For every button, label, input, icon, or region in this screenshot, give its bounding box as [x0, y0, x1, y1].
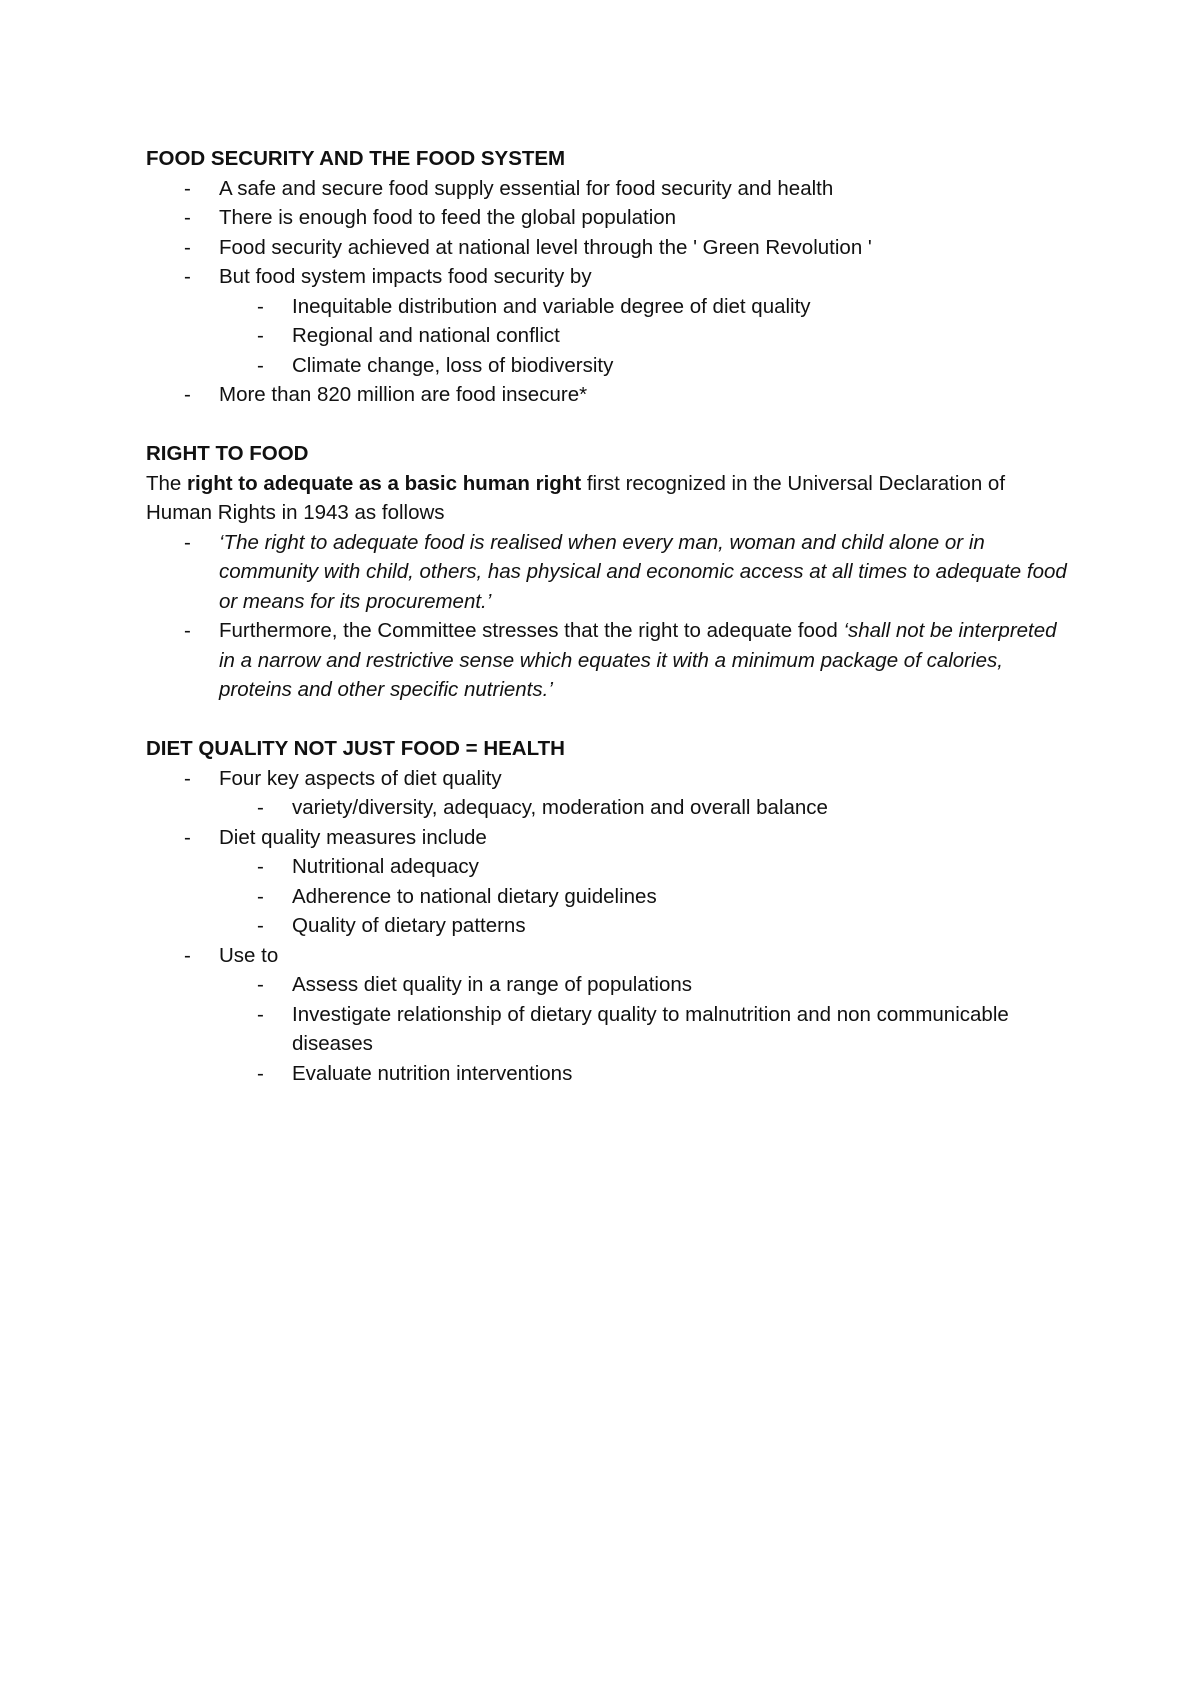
intro-paragraph: The right to adequate as a basic human right first recognized in the Universal Declaration of Human Rights in 1943 as follows — [146, 471, 1006, 524]
section-food-security — [146, 144, 1076, 410]
bullet-dash: - — [257, 855, 264, 878]
sub-list-item: - Inequitable distribution and variable degree of diet quality — [146, 292, 1076, 322]
bullet-dash: - — [257, 353, 264, 377]
sub-list-item: - Climate change, loss of biodiversity — [146, 351, 1076, 381]
bullet-dash: - — [184, 265, 191, 288]
sub-list-item: - Assess diet quality in a range of populations — [146, 970, 1076, 1000]
section-diet-quality — [146, 734, 1076, 1088]
bullet-dash: - — [257, 796, 264, 819]
sub-list-item: - Regional and national conflict — [146, 321, 1076, 351]
list-item: - Food security achieved at national level through the ' Green Revolution ' — [146, 233, 1076, 263]
sub-list-item: - Nutritional adequacy — [146, 852, 1076, 882]
sub-list-item: - Evaluate nutrition interventions — [146, 1059, 1076, 1089]
list-item: - Four key aspects of diet quality — [146, 764, 1076, 794]
bullet-dash: - — [257, 1002, 264, 1026]
bullet-dash: - — [257, 884, 264, 908]
quote-item: - ‘The right to adequate food is realised when every man, woman and child alone or in community with child, others, has physical and economic access at all times to adequate food or means for its procurement.’ — [146, 528, 1076, 617]
bullet-dash: - — [184, 383, 191, 406]
bullet-dash: - — [184, 825, 191, 849]
document-body — [146, 144, 1076, 1118]
list-item: - But food system impacts food security by — [146, 262, 1076, 292]
bullet-dash: - — [257, 294, 264, 318]
bullet-dash: - — [257, 1061, 264, 1085]
sub-list-item: - Adherence to national dietary guidelines — [146, 882, 1076, 912]
sub-list-item: - variety/diversity, adequacy, moderation and overall balance — [146, 793, 1076, 823]
section-heading: RIGHT TO FOOD — [146, 442, 309, 465]
bullet-dash: - — [184, 530, 191, 554]
list-item: - Use to — [146, 941, 1076, 971]
emphasis-text: right to adequate as a basic human right — [187, 471, 582, 495]
quote-item: - Furthermore, the Committee stresses that the right to adequate food ‘shall not be interpreted in a narrow and restrictive sense which equates it with a minimum package of calories, proteins and other specific nutrients.’ — [146, 616, 1076, 705]
section-right-to-food — [146, 439, 1076, 705]
section-heading: DIET QUALITY NOT JUST FOOD = HEALTH — [146, 737, 565, 760]
sub-list-item: - Investigate relationship of dietary quality to malnutrition and non communicable diseases — [146, 1000, 1076, 1059]
bullet-dash: - — [257, 324, 264, 347]
bullet-dash: - — [184, 206, 191, 229]
bullet-dash: - — [257, 914, 264, 937]
bullet-dash: - — [184, 619, 191, 642]
bullet-dash: - — [184, 176, 191, 200]
sub-list-item: - Quality of dietary patterns — [146, 911, 1076, 941]
bullet-dash: - — [257, 973, 264, 996]
list-item: - Diet quality measures include — [146, 823, 1076, 853]
list-item: - A safe and secure food supply essential for food security and health — [146, 174, 1076, 204]
bullet-dash: - — [184, 943, 191, 967]
list-item: - More than 820 million are food insecure* — [146, 380, 1076, 410]
bullet-dash: - — [184, 235, 191, 259]
section-heading: FOOD SECURITY AND THE FOOD SYSTEM — [146, 147, 566, 170]
bullet-dash: - — [184, 766, 191, 790]
list-item: - There is enough food to feed the global population — [146, 203, 1076, 233]
